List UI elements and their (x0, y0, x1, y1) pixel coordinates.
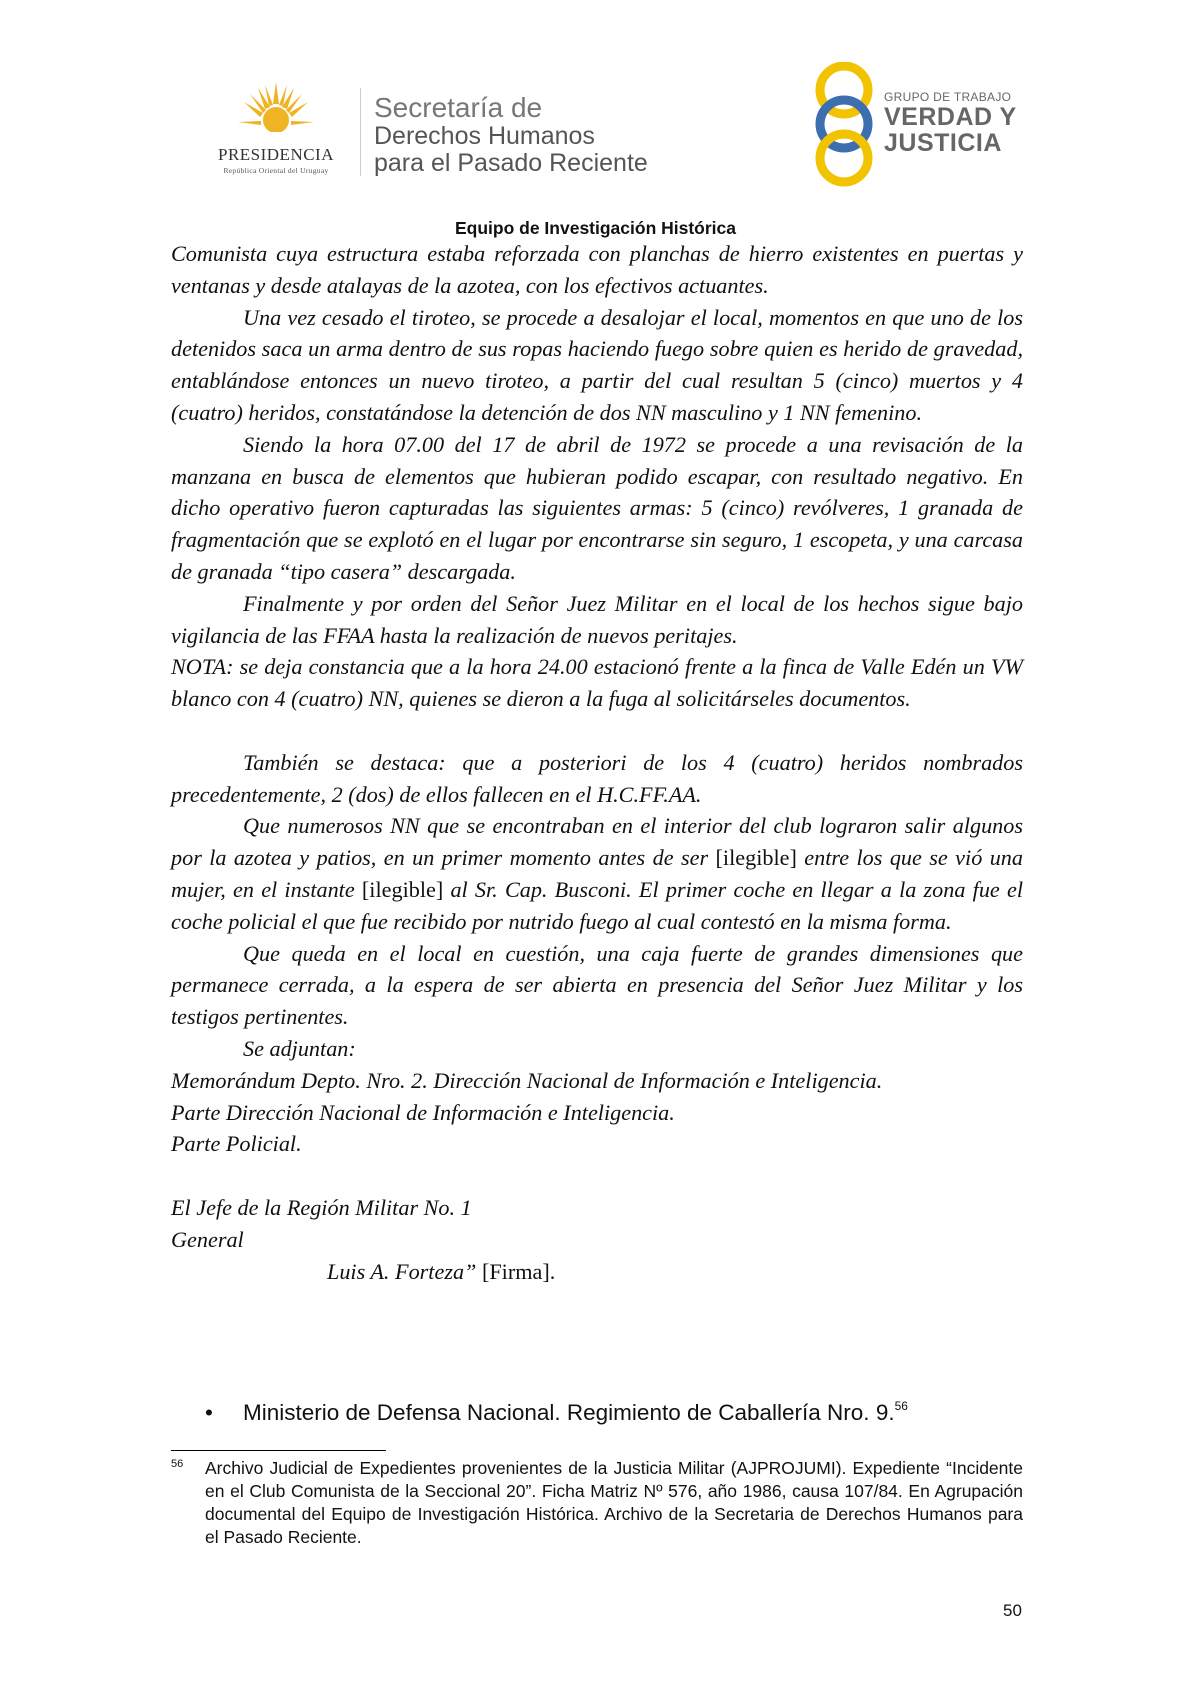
paragraph-2: Una vez cesado el tiroteo, se procede a desalojar el local, momentos en que uno de los detenidos saca un arma dentro de sus ropas haciendo fuego sobre quien es herido de gravedad, entablándose entonces un nuevo tiroteo, a partir del cual resultan 5 (cinco) muertos y 4 (cuatro) heridos, constatándose la detención de dos NN masculino y 1 NN femenino. (171, 304, 1023, 425)
bullet-item (205, 1399, 1025, 1426)
secretaria-line-1: Secretaría de (374, 92, 543, 123)
footnote-text: Archivo Judicial de Expedientes provenientes de la Justicia Militar (AJPROJUMI). Expediente “Incidente en el Club Comunista de la Seccional 20”. Ficha Matriz Nº 576, año 1986, causa 107/84. En Agrupación documental del Equipo de Investigación Histórica. Archivo de la Secretaria de Derechos Humanos para el Pasado Reciente. (205, 1458, 1023, 1547)
footnote-separator (171, 1450, 386, 1451)
grupo-line-3: JUSTICIA (884, 129, 1002, 157)
team-title: Equipo de Investigación Histórica (454, 218, 737, 238)
grupo-line-2: VERDAD Y (884, 103, 1017, 131)
footnote-number: 56 (171, 1458, 184, 1470)
presidencia-logo (196, 80, 356, 180)
page-header (0, 0, 1191, 230)
attachments-intro: Se adjuntan: (243, 1035, 356, 1061)
presidencia-subtitle: República Oriental del Uruguay (223, 166, 329, 175)
paragraph-6: También se destaca: que a posteriori de los 4 (cuatro) heridos nombrados precedentemente, 2 (dos) de ellos fallecen en el H.C.FF.AA. (171, 749, 1023, 807)
attachment-2: Parte Dirección Nacional de Información e Inteligencia. (171, 1099, 675, 1125)
paragraph-1: Comunista cuya estructura estaba reforzada con planchas de hierro existentes en puertas y ventanas y desde atalayas de la azotea, con los efectivos actuantes. (171, 241, 1023, 298)
paragraph-4: Finalmente y por orden del Señor Juez Militar en el local de los hechos sigue bajo vigilancia de las FFAA hasta la realización de nuevos peritajes. (171, 590, 1023, 648)
blank-line (171, 715, 1023, 747)
attachment-3: Parte Policial. (171, 1131, 302, 1157)
signature-name (171, 1256, 1023, 1288)
presidencia-name: PRESIDENCIA (217, 145, 334, 164)
bullet-dot-icon: • (205, 1400, 213, 1425)
signature-rank: General (171, 1226, 244, 1252)
header-divider (360, 88, 361, 176)
rings-icon (812, 62, 882, 187)
illegible-mark-2: [ilegible] (361, 876, 444, 902)
footnote (171, 1457, 1023, 1549)
paragraph-7 (171, 810, 1023, 937)
bullet-text: Ministerio de Defensa Nacional. Regimiento de Caballería Nro. 9. (243, 1400, 895, 1425)
sun-icon (238, 80, 314, 144)
signature-mark: [Firma]. (476, 1258, 556, 1284)
grupo-trabajo-logo (812, 62, 1032, 187)
secretaria-line-3: para el Pasado Reciente (374, 149, 648, 177)
secretaria-line-2: Derechos Humanos (374, 122, 595, 150)
secretaria-logo-text (374, 92, 648, 177)
paragraph-8: Que queda en el local en cuestión, una caja fuerte de grandes dimensiones que permanece cerrada, a la espera de ser abierta en presencia del Señor Juez Militar y los testigos pertinentes. (171, 940, 1023, 1030)
paragraph-note: NOTA: se deja constancia que a la hora 24.00 estacionó frente a la finca de Valle Edén un VW blanco con 4 (cuatro) NN, quienes se dieron a la fuga al solicitárseles documentos. (171, 654, 1023, 712)
document-body (171, 238, 1023, 1287)
paragraph-7-part-c: al Sr. Cap. Busconi. El primer coche en llegar a la zona fue el coche policial el que fue recibido por nutrido fuego al cual contestó en la misma forma. (171, 876, 1023, 934)
paragraph-3: Siendo la hora 07.00 del 17 de abril de 1972 se procede a una revisación de la manzana en busca de elementos que hubieran podido escapar, con resultado negativo. En dicho operativo fueron capturadas las siguientes armas: 5 (cinco) revólveres, 1 granada de fragmentación que se explotó en el lugar por encontrarse sin seguro, 1 escopeta, y una carcasa de granada “tipo casera” descargada. (171, 431, 1023, 584)
blank-line (171, 1160, 1023, 1192)
illegible-mark-1: [ilegible] (715, 845, 797, 871)
signature-title: El Jefe de la Región Militar No. 1 (171, 1194, 472, 1220)
grupo-line-1: GRUPO DE TRABAJO (884, 90, 1012, 104)
paragraph-7-part-a: Que numerosos NN que se encontraban en el interior del club lograron salir algunos por la azotea y patios, en un primer momento antes de ser (171, 813, 1023, 871)
attachment-1: Memorándum Depto. Nro. 2. Dirección Nacional de Información e Inteligencia. (171, 1067, 883, 1093)
signatory: Luis A. Forteza” (327, 1258, 477, 1284)
paragraph-7-part-b: entre los que se vió una mujer, en el instante (171, 845, 1023, 902)
footnote-reference[interactable]: 56 (894, 1399, 908, 1413)
grupo-trabajo-text (884, 90, 1017, 156)
page-number: 50 (1003, 1601, 1022, 1620)
